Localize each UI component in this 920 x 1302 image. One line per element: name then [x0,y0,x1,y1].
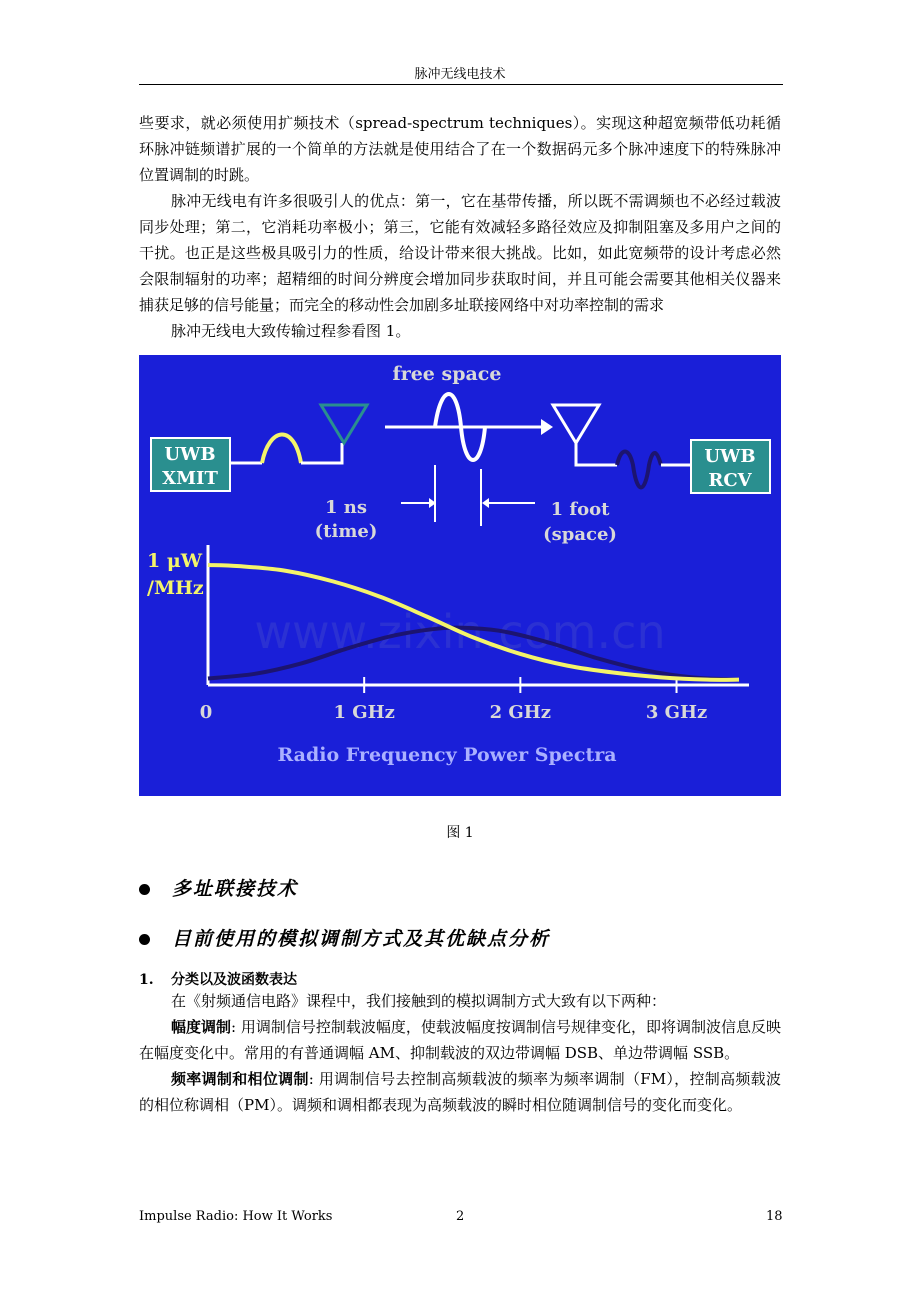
section-title: 分类以及波函数表达 [171,972,297,988]
time-label-2: (time) [314,521,378,542]
time-label-1: 1 ns [324,497,368,518]
paragraph-2: 脉冲无线电有许多很吸引人的优点：第一，它在基带传播，所以既不需调频也不必经过载波同步处理；第二，它消耗功率极小；第三，它能有效减轻多路径效应及抑制阻塞及多用户之间的干扰。也正是这些极具吸引力的性质，给设计带来很大挑战。比如，如此宽频带的设计考虑必然会限制辐射的功率；超精细的时间分辨度会增加同步获取时间，并且可能会需要其他相关仪器来捕获足够的信号能量；而完全的移动性会加剧多址联接网络中对功率控制的需求 [139,192,781,314]
x-tick-label: 1 GHz [333,702,395,723]
watermark-text: www.zixin.com.cn [254,605,666,659]
rcv-label-2: RCV [708,470,752,491]
x-tick-label: 0 [199,702,213,723]
rcv-wire-left [576,443,617,465]
y-label-2: /MHz [147,577,204,599]
tx-antenna-icon [321,405,367,443]
bullet-dot-icon [139,884,150,895]
rcv-label-1: UWB [704,446,756,467]
paragraph-5 [139,1014,781,1066]
paragraph-6 [139,1066,781,1118]
space-label-1: 1 foot [550,499,610,520]
intro-text [139,110,781,344]
x-tick-label: 2 GHz [489,702,552,723]
figure-1 [139,355,781,796]
y-label-1: 1 μW [147,550,203,572]
xmit-label-1: UWB [164,444,216,465]
arrowhead-icon [541,419,553,435]
free-space-label: free space [392,363,502,385]
footer-left: Impulse Radio: How It Works [139,1209,333,1224]
paragraph-4: 在《射频通信电路》课程中，我们接触到的模拟调制方式大致有以下两种： [171,992,667,1010]
bullet-dot-icon [139,934,150,945]
term-am: 幅度调制 [171,1018,232,1036]
space-label-2: (space) [543,524,617,545]
page-header-title: 脉冲无线电技术 [414,67,506,82]
paragraph-1: 些要求，就必须使用扩频技术（spread-spectrum techniques）。实现这种超宽频带低功耗循环脉冲链频谱扩展的一个简单的方法就是使用结合了在一个数据码元多个脉冲速度下的特殊脉冲位置调制的时跳。 [139,114,781,184]
bullet-text-1: 多址联接技术 [172,878,299,900]
rx-pulse [617,452,661,488]
tx-pulse [262,434,301,463]
bullet-text-2: 目前使用的模拟调制方式及其优缺点分析 [172,928,551,950]
header-rule [139,84,783,85]
footer-total: 18 [766,1209,783,1224]
rx-antenna-icon [553,405,599,443]
section-body [139,988,781,1118]
footer-page: 2 [456,1209,465,1224]
bullet-heading-2 [139,924,550,951]
chart-title: Radio Frequency Power Spectra [277,744,617,766]
section-number: 1. [139,972,154,988]
time-arrowhead-left-icon [482,498,489,508]
xmit-label-2: XMIT [162,468,218,489]
paragraph-3: 脉冲无线电大致传输过程参看图 1。 [171,322,411,340]
figure-caption: 图 1 [446,825,474,841]
xmit-wire-right [301,443,342,463]
section-heading [139,969,297,989]
paragraph-5-text: : 用调制信号控制载波幅度，使载波幅度按调制信号规律变化，即将调制波信息反映在幅度变化中。常用的有普通调幅 AM、抑制载波的双边带调幅 DSB、单边带调幅 SSB。 [139,1018,781,1062]
term-fm-pm: 频率调制和相位调制 [171,1070,309,1088]
figure-svg [139,355,781,796]
bullet-heading-1 [139,874,298,901]
x-tick-label: 3 GHz [645,702,708,723]
paragraph-6-text: : 用调制信号去控制高频载波的频率为频率调制（FM），控制高频载波的相位称调相（PM）。调频和调相都表现为高频载波的瞬时相位随调制信号的变化而变化。 [139,1070,781,1114]
